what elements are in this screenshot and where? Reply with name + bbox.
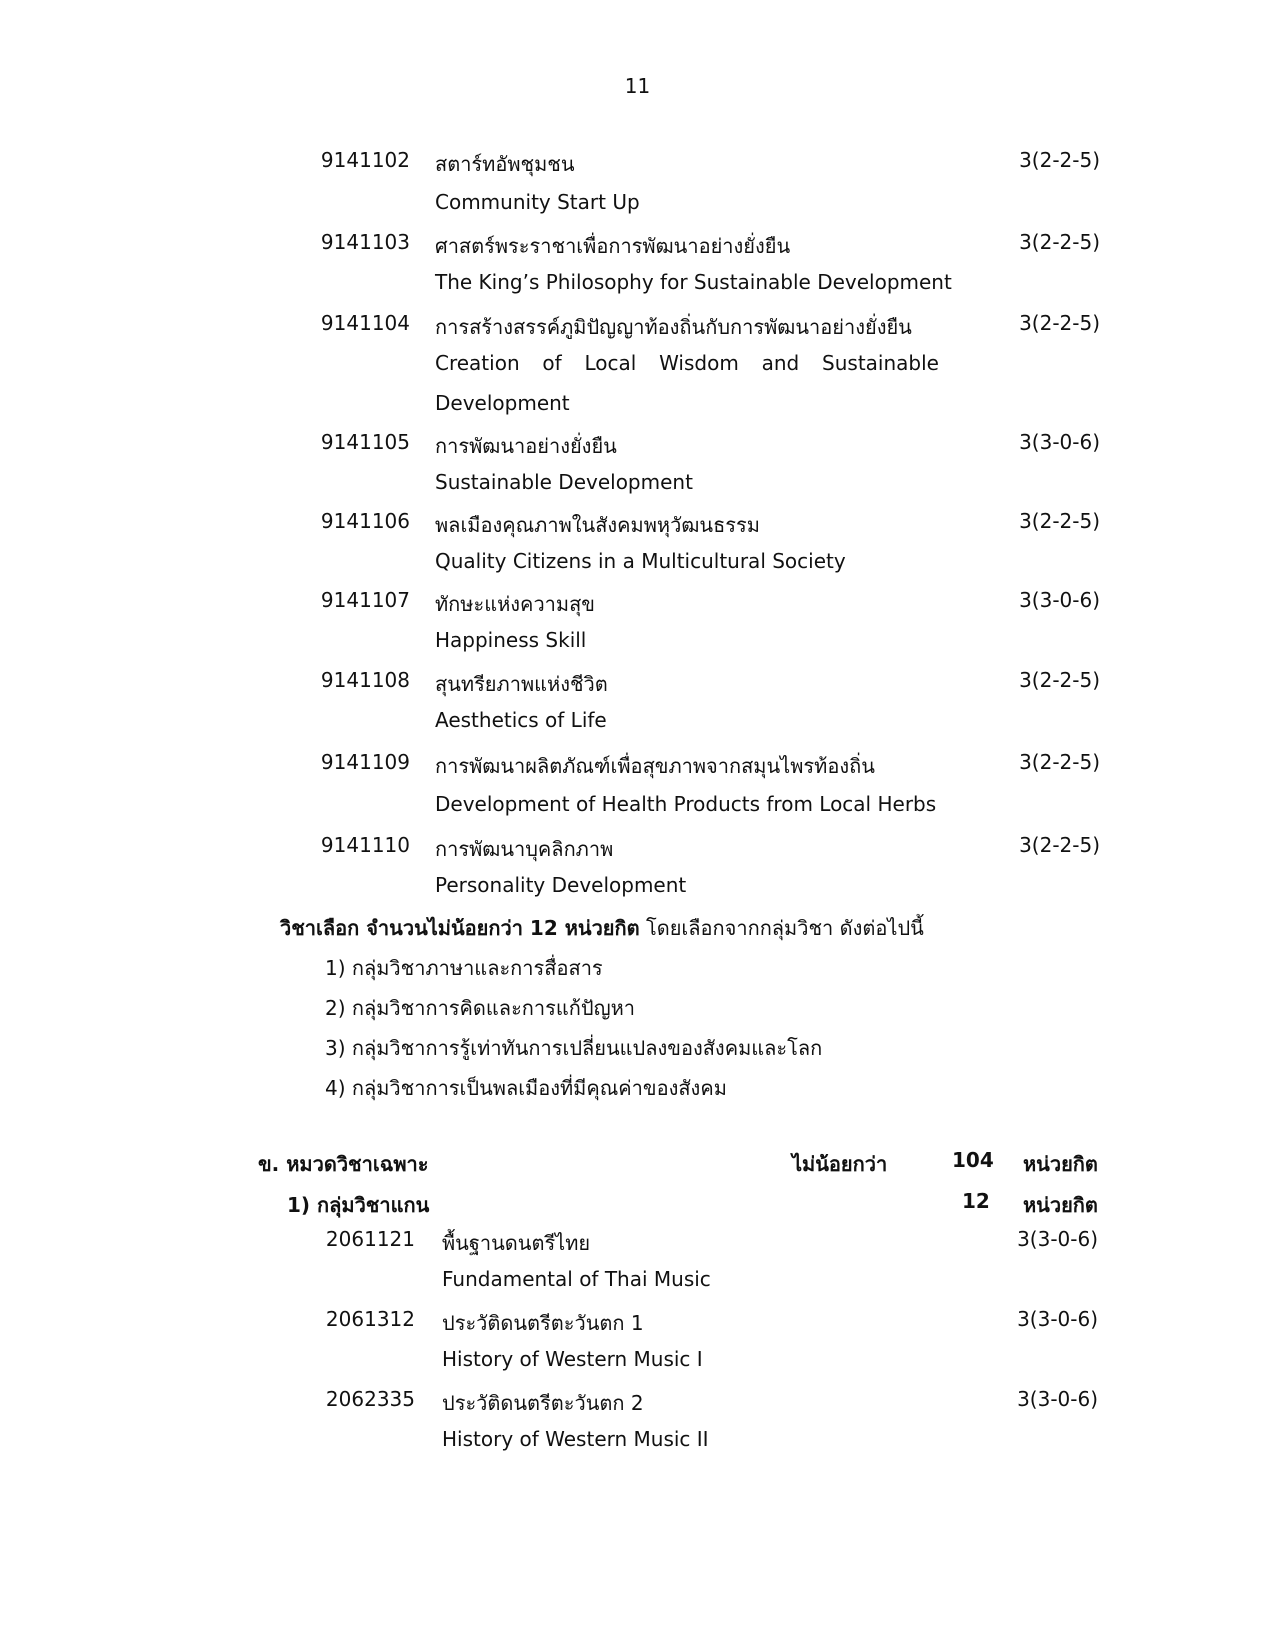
course-code: 9141106 [320,509,410,533]
course-title-en: History of Western Music II [442,1427,709,1451]
course-title-th: การพัฒนาอย่างยั่งยืน [435,434,617,458]
course-title-en: Personality Development [435,873,687,897]
course-title-en-continued: Development [435,391,570,415]
section-b-credits: 104 [952,1148,994,1172]
course-title-th: สุนทรียภาพแห่งชีวิต [435,672,608,696]
course-title-th: ศาสตร์พระราชาเพื่อการพัฒนาอย่างยั่งยืน [435,234,791,258]
course-title-en: The King’s Philosophy for Sustainable Development [435,270,952,294]
elective-item: 4) กลุ่มวิชาการเป็นพลเมืองที่มีคุณค่าของสังคม [325,1076,727,1100]
en-word: of [542,351,562,375]
en-word: Wisdom [659,351,739,375]
elective-item: 1) กลุ่มวิชาภาษาและการสื่อสาร [325,956,603,980]
section-b-title: ข. หมวดวิชาเฉพาะ [258,1152,429,1176]
course-credit: 3(2-2-5) [1019,833,1100,857]
course-credit: 3(2-2-5) [1019,668,1100,692]
course-title-en: Sustainable Development [435,470,693,494]
course-credit: 3(2-2-5) [1019,311,1100,335]
course-title-th: ประวัติดนตรีตะวันตก 1 [442,1311,644,1335]
course-title-en: Community Start Up [435,190,640,214]
course-code: 9141102 [320,148,410,172]
course-title-en: Happiness Skill [435,628,587,652]
course-code: 9141104 [320,311,410,335]
course-code: 9141109 [320,750,410,774]
course-code: 9141108 [320,668,410,692]
section-b-unit: หน่วยกิต [1023,1152,1098,1176]
elective-heading [280,912,924,944]
course-title-en: Quality Citizens in a Multicultural Society [435,549,846,573]
core-group-title: 1) กลุ่มวิชาแกน [287,1193,430,1217]
course-credit: 3(3-0-6) [1019,588,1100,612]
course-title-th: การพัฒนาผลิตภัณฑ์เพื่อสุขภาพจากสมุนไพรท้องถิ่น [435,754,875,778]
course-code: 2061312 [325,1307,415,1331]
course-credit: 3(2-2-5) [1019,750,1100,774]
course-code: 9141105 [320,430,410,454]
course-title-en: Aesthetics of Life [435,708,607,732]
course-credit: 3(3-0-6) [1017,1227,1098,1251]
course-title-en: Development of Health Products from Local Herbs [435,792,937,816]
course-title-th: พลเมืองคุณภาพในสังคมพหุวัฒนธรรม [435,513,760,537]
course-code: 9141107 [320,588,410,612]
course-title-th: สตาร์ทอัพชุมชน [435,152,575,176]
course-credit: 3(3-0-6) [1019,430,1100,454]
section-b-min-label: ไม่น้อยกว่า [792,1152,888,1176]
course-title-th: พื้นฐานดนตรีไทย [442,1231,591,1255]
course-credit: 3(2-2-5) [1019,148,1100,172]
en-word: Sustainable [822,351,939,375]
elective-heading-bold: วิชาเลือก จำนวนไม่น้อยกว่า 12 หน่วยกิต [280,916,640,940]
page-number: 11 [624,74,651,98]
elective-item: 2) กลุ่มวิชาการคิดและการแก้ปัญหา [325,996,636,1020]
course-title-en: History of Western Music I [442,1347,703,1371]
core-group-credits: 12 [962,1189,990,1213]
elective-heading-rest: โดยเลือกจากกลุ่มวิชา ดังต่อไปนี้ [639,916,924,940]
course-credit: 3(2-2-5) [1019,509,1100,533]
course-title-th: ประวัติดนตรีตะวันตก 2 [442,1391,644,1415]
core-group-unit: หน่วยกิต [1023,1193,1098,1217]
course-title-th: การพัฒนาบุคลิกภาพ [435,837,614,861]
course-title-th: การสร้างสรรค์ภูมิปัญญาท้องถิ่นกับการพัฒนาอย่างยั่งยืน [435,315,912,339]
course-credit: 3(2-2-5) [1019,230,1100,254]
course-title-en: Fundamental of Thai Music [442,1267,711,1291]
en-word: Local [584,351,637,375]
course-code: 2062335 [325,1387,415,1411]
elective-item: 3) กลุ่มวิชาการรู้เท่าทันการเปลี่ยนแปลงของสังคมและโลก [325,1036,823,1060]
course-code: 9141110 [320,833,410,857]
course-title-th: ทักษะแห่งความสุข [435,592,595,616]
course-title-en [435,351,939,375]
course-credit: 3(3-0-6) [1017,1387,1098,1411]
course-credit: 3(3-0-6) [1017,1307,1098,1331]
en-word: Creation [435,351,520,375]
course-code: 2061121 [325,1227,415,1251]
en-word: and [761,351,800,375]
course-code: 9141103 [320,230,410,254]
